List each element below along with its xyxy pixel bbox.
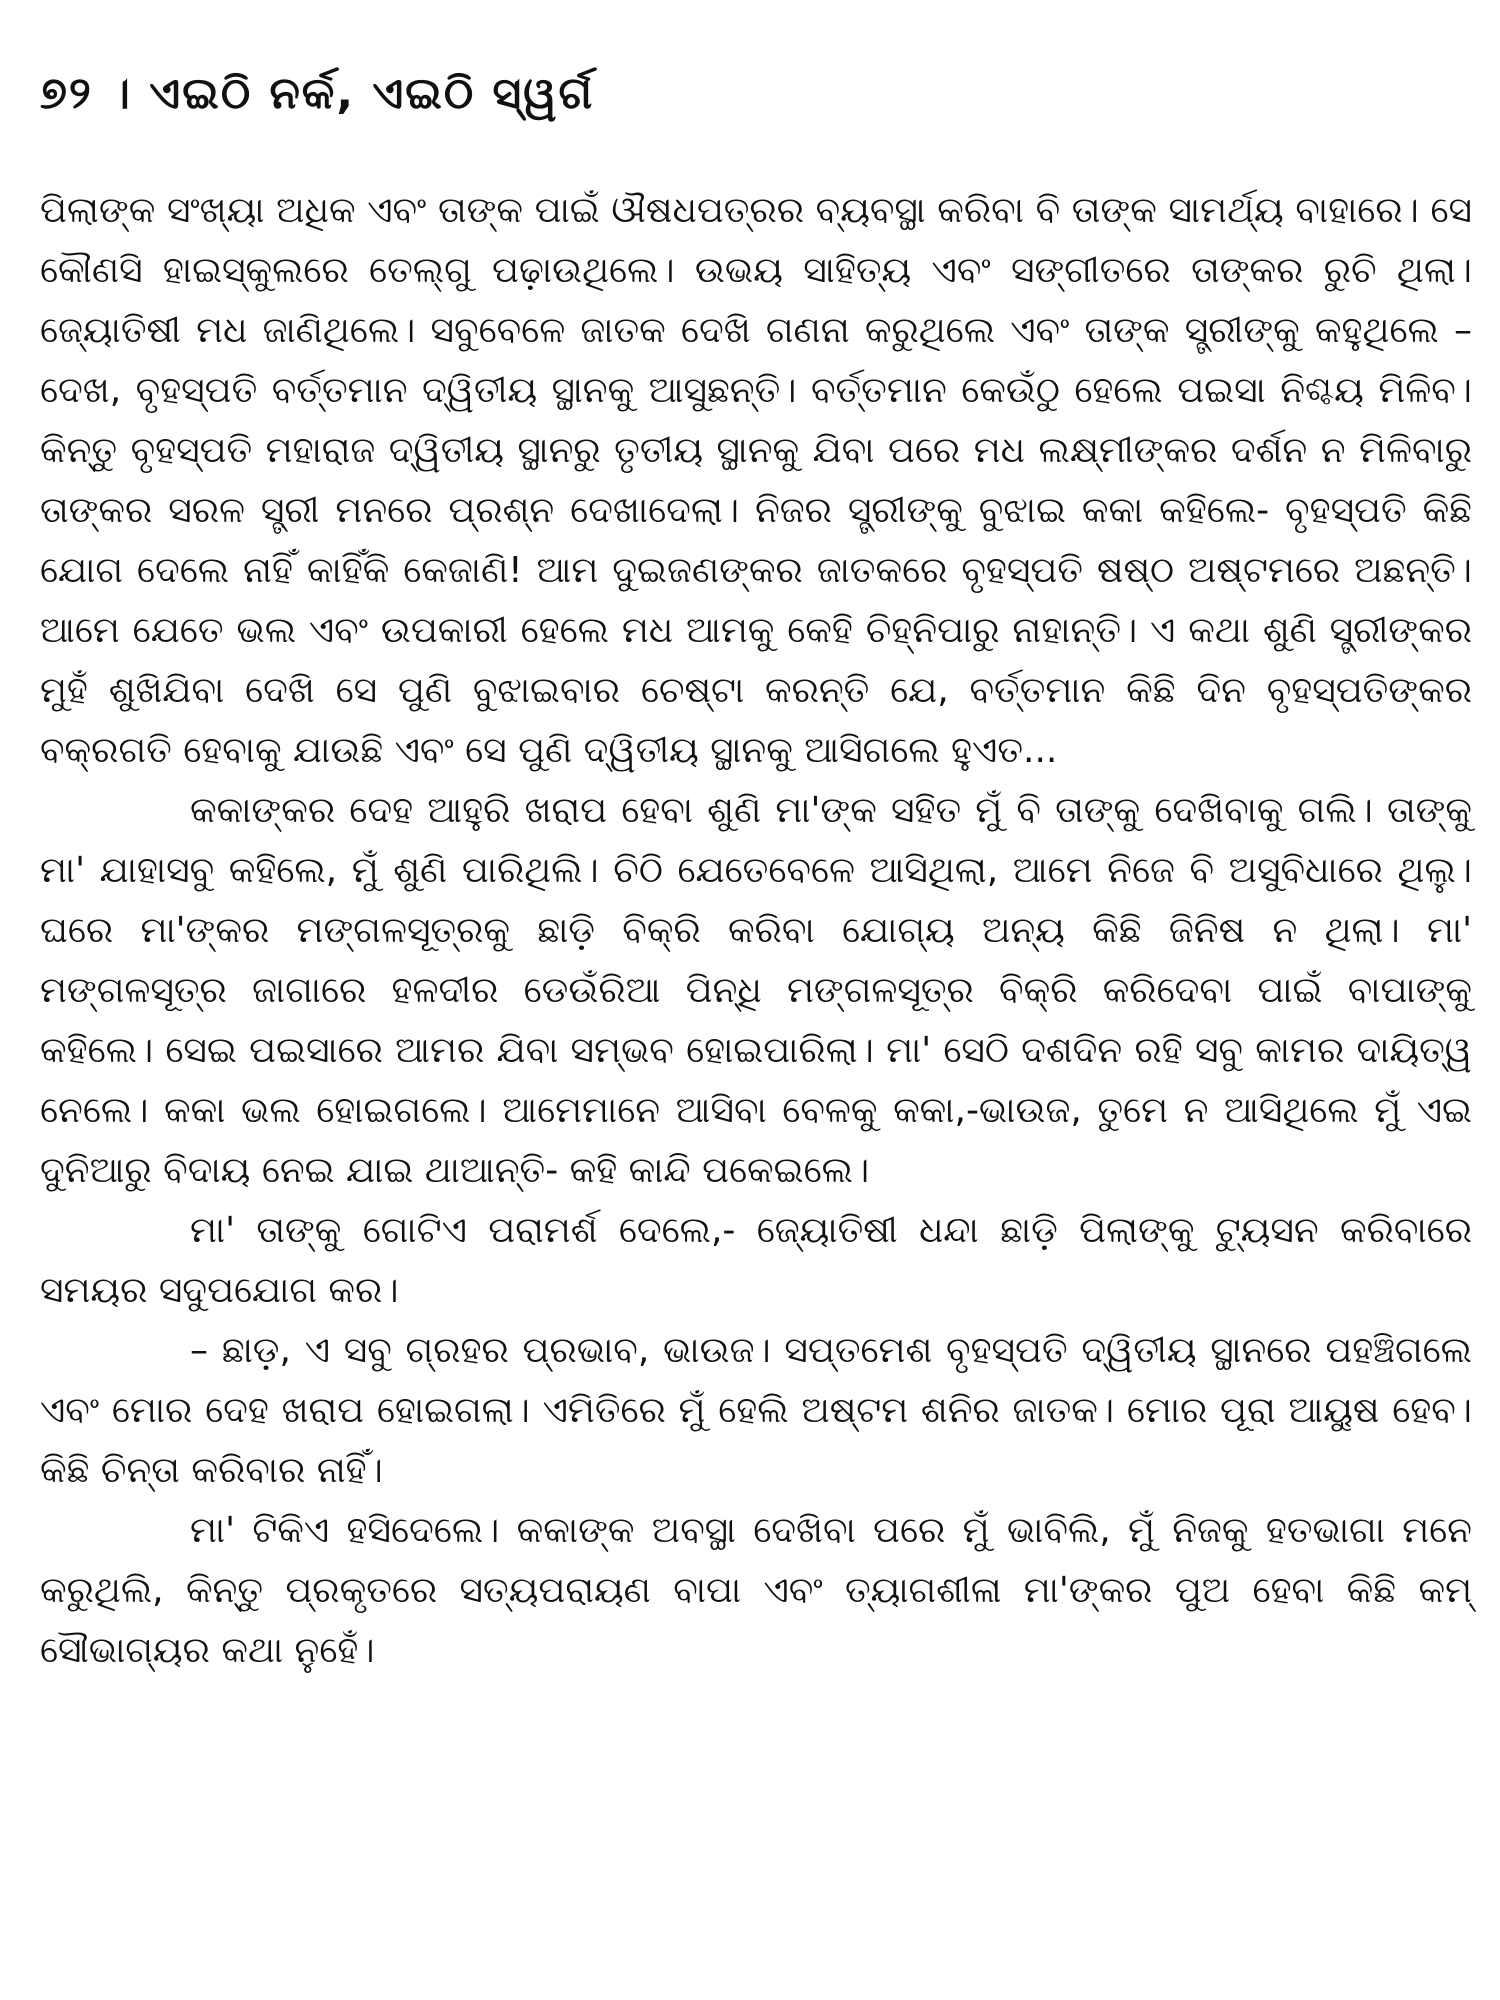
paragraph-2: କକାଙ୍କର ଦେହ ଆହୁରି ଖରାପ ହେବା ଶୁଣି ମା'ଙ୍କ ସହିତ ମୁଁ ବି ତାଙ୍କୁ ଦେଖିବାକୁ ଗଲି। ତାଙ୍କୁ ମା' ଯାହାସବୁ କହିଲେ, ମୁଁ ଶୁଣି ପାରିଥିଲି। ଚିଠି ଯେତେବେଳେ ଆସିଥିଲା, ଆମେ ନିଜେ ବି ଅସୁବିଧାରେ ଥିଲୁ। ଘରେ ମା'ଙ୍କର ମଙ୍ଗଳସୂତ୍ରକୁ ଛାଡ଼ି ବିକ୍ରି କରିବା ଯୋଗ୍ୟ ଅନ୍ୟ କିଛି ଜିନିଷ ନ ଥିଲା। ମା' ମଙ୍ଗଳସୂତ୍ର ଜାଗାରେ ହଳଦୀର ଡେଉଁରିଆ ପିନ୍ଧି ମଙ୍ଗଳସୂତ୍ର ବିକ୍ରି କରିଦେବା ପାଇଁ ବାପାଙ୍କୁ କହିଲେ। ସେଇ ପଇସାରେ ଆମର ଯିବା ସମ୍ଭବ ହୋଇପାରିଲା। ମା' ସେଠି ଦଶଦିନ ରହି ସବୁ କାମର ଦାୟିତ୍ୱ ନେଲେ। କକା ଭଲ ହୋଇଗଲେ। ଆମେମାନେ ଆସିବା ବେଳକୁ କକା,-ଭାଉଜ, ତୁମେ ନ ଆସିଥିଲେ ମୁଁ ଏଇ ଦୁନିଆରୁ ବିଦାୟ ନେଇ ଯାଇ ଥାଆନ୍ତି- କହି କାନ୍ଦି ପକେଇଲେ। — [40, 790, 1472, 1191]
paragraph-4: – ଛାଡ଼, ଏ ସବୁ ଗ୍ରହର ପ୍ରଭାବ, ଭାଉଜ। ସପ୍ତମେଶ ବୃହସ୍ପତି ଦ୍ୱିତୀୟ ସ୍ଥାନରେ ପହଞ୍ଚିଗଲେ ଏବଂ ମୋର ଦେହ ଖରାପ ହୋଇଗଲା। ଏମିତିରେ ମୁଁ ହେଲି ଅଷ୍ଟମ ଶନିର ଜାତକ। ମୋର ପୂରା ଆୟୁଷ ହେବ। କିଛି ଚିନ୍ତା କରିବାର ନାହିଁ। — [40, 1330, 1472, 1491]
paragraph-5: ମା' ଟିକିଏ ହସିଦେଲେ। କକାଙ୍କ ଅବସ୍ଥା ଦେଖିବା ପରେ ମୁଁ ଭାବିଲି, ମୁଁ ନିଜକୁ ହତଭାଗା ମନେ କରୁଥିଲି, କିନ୍ତୁ ପ୍ରକୃତରେ ସତ୍ୟପରାୟଣ ବାପା ଏବଂ ତ୍ୟାଗଶୀଳା ମା'ଙ୍କର ପୁଅ ହେବା କିଛି କମ୍ ସୌଭାଗ୍ୟର କଥା ନୁହେଁ। — [40, 1510, 1472, 1671]
page-header: ୭୨ । ଏଇଠି ନର୍କ, ଏଇଠି ସ୍ୱର୍ଗ — [40, 68, 595, 119]
paragraph-1: ପିଲାଙ୍କ ସଂଖ୍ୟା ଅଧିକ ଏବଂ ତାଙ୍କ ପାଇଁ ଔଷଧପତ୍ରର ବ୍ୟବସ୍ଥା କରିବା ବି ତାଙ୍କ ସାମର୍ଥ୍ୟ ବାହାରେ। ସେ କୌଣସି ହାଇସ୍କୁଲରେ ତେଲ୍‌ଗୁ ପଢ଼ାଉଥିଲେ। ଉଭୟ ସାହିତ୍ୟ ଏବଂ ସଙ୍ଗୀତରେ ତାଙ୍କର ରୁଚି ଥିଲା। ଜ୍ୟୋତିଷୀ ମଧ ଜାଣିଥିଲେ। ସବୁବେଳେ ଜାତକ ଦେଖି ଗଣନା କରୁଥିଲେ ଏବଂ ତାଙ୍କ ସ୍ତ୍ରୀଙ୍କୁ କହୁଥିଲେ – ଦେଖ, ବୃହସ୍ପତି ବର୍ତ୍ତମାନ ଦ୍ୱିତୀୟ ସ୍ଥାନକୁ ଆସୁଛନ୍ତି। ବର୍ତ୍ତମାନ କେଉଁଠୁ ହେଲେ ପଇସା ନିଶ୍ଚୟ ମିଳିବ। କିନ୍ତୁ ବୃହସ୍ପତି ମହାରାଜ ଦ୍ୱିତୀୟ ସ୍ଥାନରୁ ତୃତୀୟ ସ୍ଥାନକୁ ଯିବା ପରେ ମଧ ଲକ୍ଷ୍ମୀଙ୍କର ଦର୍ଶନ ନ ମିଳିବାରୁ ତାଙ୍କର ସରଳ ସ୍ତ୍ରୀ ମନରେ ପ୍ରଶ୍ନ ଦେଖାଦେଲା। ନିଜର ସ୍ତ୍ରୀଙ୍କୁ ବୁଝାଇ କକା କହିଲେ- ବୃହସ୍ପତି କିଛି ଯୋଗ ଦେଲେ ନାହିଁ କାହିଁକି କେଜାଣି! ଆମ ଦୁଇଜଣଙ୍କର ଜାତକରେ ବୃହସ୍ପତି ଷଷ୍ଠ ଅଷ୍ଟମରେ ଅଛନ୍ତି। ଆମେ ଯେତେ ଭଲ ଏବଂ ଉପକାରୀ ହେଲେ ମଧ ଆମକୁ କେହି ଚିହ୍ନିପାରୁ ନାହାନ୍ତି। ଏ କଥା ଶୁଣି ସ୍ତ୍ରୀଙ୍କର ମୁହଁ ଶୁଖିଯିବା ଦେଖି ସେ ପୁଣି ବୁଝାଇବାର ଚେଷ୍ଟା କରନ୍ତି ଯେ, ବର୍ତ୍ତମାନ କିଛି ଦିନ ବୃହସ୍ପତିଙ୍କର ବକ୍ରଗତି ହେବାକୁ ଯାଉଛି ଏବଂ ସେ ପୁଣି ଦ୍ୱିତୀୟ ସ୍ଥାନକୁ ଆସିଗଲେ ହୁଏତ... — [40, 190, 1472, 771]
paragraph-3: ମା' ତାଙ୍କୁ ଗୋଟିଏ ପରାମର୍ଶ ଦେଲେ,- ଜ୍ୟୋତିଷୀ ଧନ୍ଦା ଛାଡ଼ି ପିଲାଙ୍କୁ ଟ୍ୟୁସନ କରିବାରେ ସମୟର ସଦୁପଯୋଗ କର। — [40, 1210, 1472, 1311]
body-text — [40, 181, 1472, 1681]
